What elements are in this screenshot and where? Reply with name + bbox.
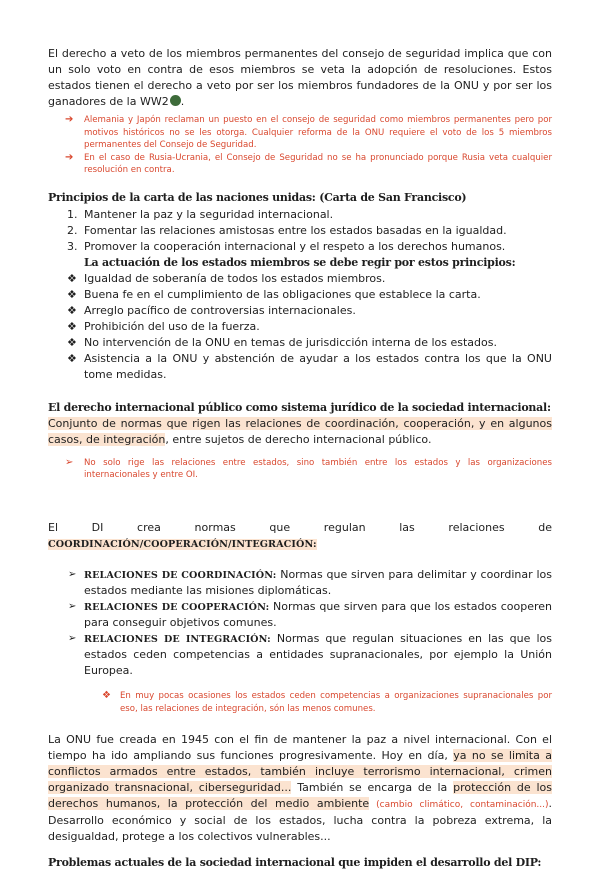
di-sistema-definition: Conjunto de normas que rigen las relaciones de coordinación, cooperación, y en algunos casos, de integración, entre sujetos de derecho internacional público. [48,416,552,446]
di-sistema-notes [48,457,552,482]
di-normas-notes [48,690,552,715]
veto-note: ➔ En el caso de Rusia-Ucrania, el Consejo de Seguridad no se ha pronunciado porque Rusia veta cualquier resolución en contra. [65,151,552,175]
arrow-icon: ➔ [65,114,74,125]
list-item: ➢ RELACIONES DE COORDINACIÓN: Normas que sirven para delimitar y coordinar los estados mediante las misiones diplomáticas. [68,567,552,597]
red-note-text: (cambio climático, contaminación...) [369,800,549,810]
globe-icon [170,95,181,106]
list-item: ❖ Arreglo pacífico de controversias internacionales. [67,303,356,317]
list-item: ❖ Prohibición del uso de la fuerza. [67,319,260,333]
di-normas-intro: El DI crea normas que regulan las relaciones de COORDINACIÓN/COOPERACIÓN/INTEGRACIÓN: [48,520,552,550]
veto-note: ➔ Alemania y Japón reclaman un puesto en el consejo de seguridad como miembros permanentes pero por motivos históricos no se les otorga. Cualquier reforma de la ONU requiere el voto de los 5 miembros permanentes del Consejo de Seguridad. [65,114,552,150]
list-item: ➢ RELACIONES DE INTEGRACIÓN: Normas que regulan situaciones en las que los estados ceden competencias a entidades supranacionales, por ejemplo la Unión Europea. [68,631,552,677]
list-item: ➢ RELACIONES DE COOPERACIÓN: Normas que sirven para que los estados cooperen para conseguir objetivos comunes. [68,599,552,629]
list-item: 3. Promover la cooperación internacional y el respeto a los derechos humanos. [67,239,506,253]
arrowhead-bullet-icon: ➢ [65,456,74,468]
diamond-bullet-icon: ❖ [67,271,77,285]
diamond-bullet-icon: ❖ [67,351,77,365]
document-page [48,46,552,871]
note-item: ❖ En muy pocas ocasiones los estados ceden competencias a organizaciones supranacionales por eso, las relaciones de integración, són las menos comunes. [102,690,552,714]
list-item: ❖ Asistencia a la ONU y abstención de ayudar a los estados contra los que la ONU tome medidas. [67,351,552,381]
principios-heading: Principios de la carta de las naciones unidas: (Carta de San Francisco) [48,190,467,204]
onu-paragraph: La ONU fue creada en 1945 con el fin de mantener la paz a nivel internacional. Con el tiempo ha ido ampliando sus funciones progresivamente. Hoy en día, ya no se limita a conflictos armados entre estados, también incluye terrorismo internacional, crimen organizado transnacional, ciberseguridad... También se encarga de la protección de los derechos humanos, la protección del medio ambiente (cambio climático, contaminación...). Desarrollo económico y social de los estados, lucha contra la pobreza extrema, la desigualdad, protege a los colectivos vulnerables... [48,733,553,843]
diamond-bullet-icon: ❖ [67,287,77,301]
veto-notes [48,114,552,177]
list-item: ❖ Buena fe en el cumplimiento de las obligaciones que establece la carta. [67,287,481,301]
arrow-icon: ➔ [65,151,74,163]
diamond-bullet-icon: ❖ [67,335,77,349]
principios-bullets [48,271,552,383]
highlighted-text: ya no se limita a conflictos armados entre estados, también incluye terrorismo internacional, crimen organizado transnacional, ciberseguridad... [48,749,552,794]
list-item: ❖ No intervención de la ONU en temas de jurisdicción interna de los estados. [67,335,497,349]
arrowhead-bullet-icon: ➢ [68,568,77,580]
list-item: 1. Mantener la paz y la seguridad internacional. [67,207,334,221]
list-item: ❖ Igualdad de soberanía de todos los estados miembros. [67,271,386,285]
arrowhead-bullet-icon: ➢ [68,632,77,644]
veto-text: El derecho a veto de los miembros permanentes del consejo de seguridad implica que con un solo voto en contra de esos miembros se veta la adopción de resoluciones. Estos estados tienen el derecho a veto por ser los miembros fundadores de la ONU y por ser los ganadores de la WW2 [48,47,552,108]
highlighted-caps: COORDINACIÓN/COOPERACIÓN/INTEGRACIÓN: [48,538,317,550]
note-item: ➢ No solo rige las relaciones entre estados, sino también entre los estados y las organizaciones internacionales y entre OI. [65,456,552,480]
veto-trail: . [180,95,185,108]
diamond-bullet-icon: ❖ [102,690,111,701]
di-sistema-heading: El derecho internacional público como sistema jurídico de la sociedad internacional: [48,400,551,414]
highlighted-text: protección de los derechos humanos, la protección del medio ambiente [48,781,552,810]
problemas-heading: Problemas actuales de la sociedad internacional que impiden el desarrollo del DIP: [48,856,542,869]
highlighted-text: Conjunto de normas que rigen las relaciones de coordinación, cooperación, y en algunos casos, de integración [48,416,552,446]
principios-subheading: La actuación de los estados miembros se debe regir por estos principios: [84,255,516,269]
principios-list [48,207,552,255]
diamond-bullet-icon: ❖ [67,303,77,317]
list-item: 2. Fomentar las relaciones amistosas entre los estados basadas en la igualdad. [67,223,507,237]
arrowhead-bullet-icon: ➢ [68,600,77,612]
veto-paragraph [48,46,552,110]
diamond-bullet-icon: ❖ [67,319,77,333]
di-normas-list [48,567,552,679]
